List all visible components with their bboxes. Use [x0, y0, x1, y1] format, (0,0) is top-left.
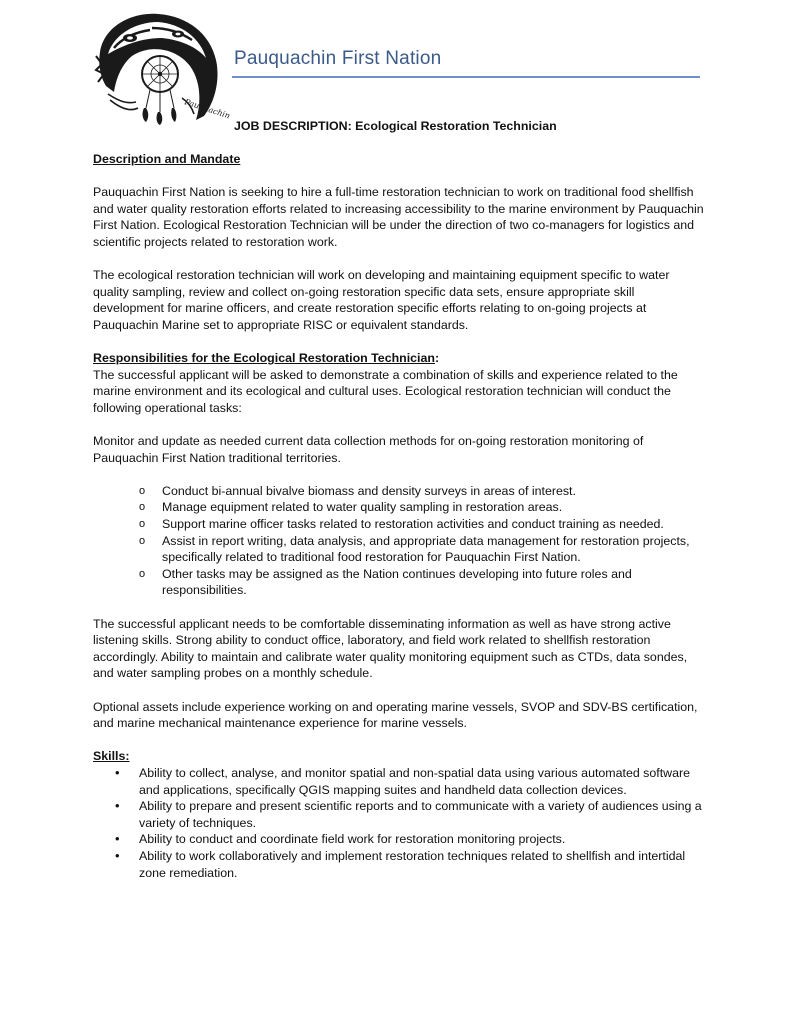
header-divider	[232, 76, 700, 78]
bullet-dot-icon: •	[115, 831, 120, 847]
job-title: JOB DESCRIPTION: Ecological Restoration Technician	[234, 119, 557, 133]
bullet-dot-icon: •	[115, 847, 120, 863]
skills-heading: Skills:	[93, 749, 130, 764]
list-item-text: Assist in report writing, data analysis, and appropriate data management for restoration projects, specifically related to traditional food restoration for Pauquachin First Nation.	[162, 533, 690, 565]
pauquachin-logo	[92, 8, 232, 126]
list-item	[93, 499, 705, 516]
list-item	[93, 848, 705, 881]
bullet-dot-icon: •	[115, 764, 120, 780]
circle-bullet-icon: o	[139, 484, 146, 497]
list-item-text: Ability to collect, analyse, and monitor spatial and non-spatial data using various automated software and applications, specifically QGIS mapping suites and handheld data collection devices.	[139, 765, 691, 797]
list-item	[93, 483, 705, 500]
list-item-text: Support marine officer tasks related to restoration activities and conduct training as needed.	[162, 517, 664, 532]
bullet-dot-icon: •	[115, 798, 120, 814]
list-item-text: Ability to prepare and present scientific reports and to communicate with a variety of audiences using a variety of techniques.	[139, 799, 702, 830]
list-item	[93, 831, 705, 848]
monitor-paragraph: Monitor and update as needed current data collection methods for on-going restoration monitoring of Pauquachin First Nation traditional territories.	[93, 434, 644, 465]
list-item-text: Ability to work collaboratively and implement restoration techniques related to shellfish and intertidal zone remediation.	[139, 848, 686, 880]
skills-list	[93, 765, 705, 881]
list-item	[93, 566, 705, 599]
list-item-text: Other tasks may be assigned as the Nation continues developing into future roles and responsibilities.	[162, 566, 632, 598]
list-item-text: Conduct bi-annual bivalve biomass and density surveys in areas of interest.	[162, 483, 576, 498]
responsibilities-heading	[93, 350, 705, 367]
list-item	[93, 516, 705, 533]
optional-assets-paragraph: Optional assets include experience working on and operating marine vessels, SVOP and SDV-BS certification, and marine mechanical maintenance experience for marine vessels.	[93, 699, 698, 731]
list-item	[93, 798, 705, 831]
list-item	[93, 533, 705, 566]
org-name: Pauquachin First Nation	[234, 48, 442, 69]
circle-bullet-icon: o	[139, 518, 146, 531]
circle-bullet-icon: o	[139, 534, 146, 547]
list-item	[93, 765, 705, 798]
circle-bullet-icon: o	[139, 567, 146, 580]
circle-bullet-icon: o	[139, 501, 146, 514]
list-item-text: Manage equipment related to water quality sampling in restoration areas.	[162, 500, 563, 515]
description-paragraph: Pauquachin First Nation is seeking to hire a full-time restoration technician to work on traditional food shellfish and water quality restoration efforts related to increasing accessibility to the marine environment by Pauquachin First Nation. Ecological Restoration Technician will be under the direction of two co-managers for logistics and scientific projects related to restoration work.	[93, 185, 704, 249]
responsibilities-intro: The successful applicant will be asked to demonstrate a combination of skills and experience related to the marine environment and its ecological and cultural uses. Ecological restoration technician will conduct the following operational tasks:	[93, 367, 678, 415]
dreamcatcher-icon	[142, 56, 178, 125]
logo-caption: Pauquachin	[183, 97, 232, 121]
document-body	[93, 151, 705, 881]
list-item-text: Ability to conduct and coordinate field work for restoration monitoring projects.	[139, 832, 566, 847]
tasks-list	[93, 483, 705, 599]
responsibilities-heading-colon: :	[434, 351, 440, 366]
description-paragraph: The ecological restoration technician will work on developing and maintaining equipment specific to water quality sampling, review and collect on-going restoration specific data sets, ensure appropriate skill development for marine officers, and create restoration specific efforts relating to on-going projects at Pauquachin Marine set to appropriate RISC or equivalent standards.	[93, 268, 670, 332]
responsibilities-heading-text: Responsibilities for the Ecological Restoration Technician	[93, 351, 435, 366]
comfortable-paragraph: The successful applicant needs to be comfortable disseminating information as well as have strong active listening skills. Strong ability to conduct office, laboratory, and field work related to shellfish restoration accordingly. Ability to maintain and calibrate water quality monitoring equipment such as CTDs, data sondes, and water sampling probes on a monthly schedule.	[93, 616, 688, 681]
description-heading: Description and Mandate	[93, 152, 241, 166]
